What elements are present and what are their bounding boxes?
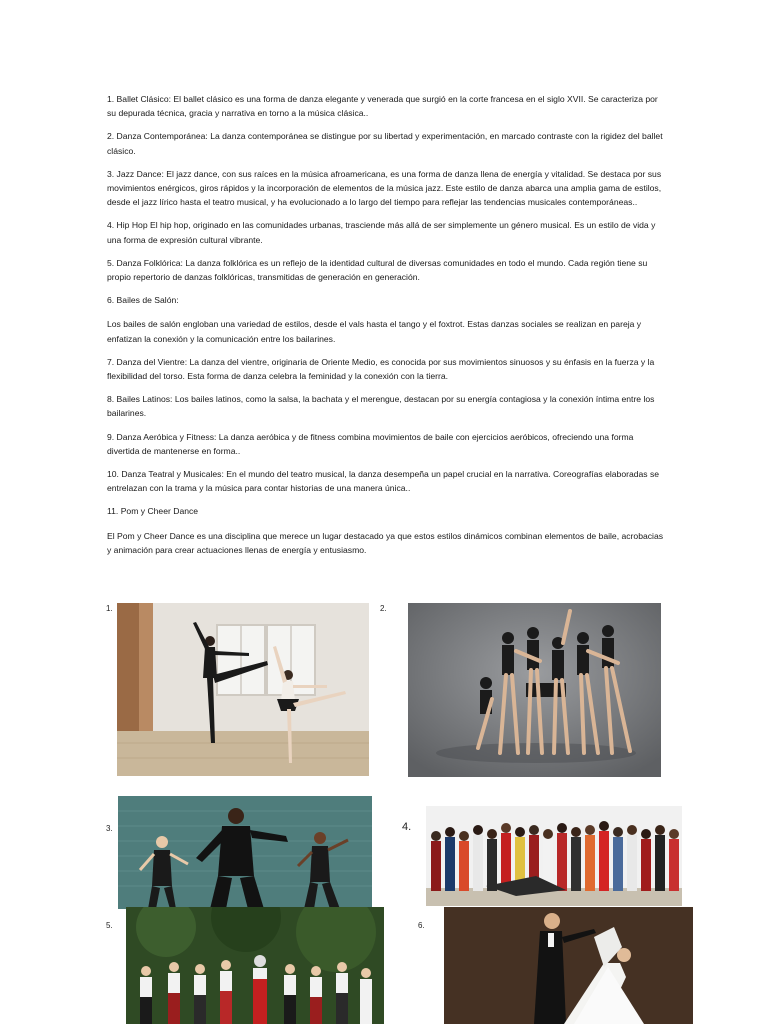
paragraph-danza-contemporanea: 2. Danza Contemporánea: La danza contemporánea se distingue por su libertad y experimentación, en marcado contraste con la rigidez del ballet clásico. xyxy=(107,131,663,156)
paragraph-ballet-clasico: 1. Ballet Clásico: El ballet clásico es una forma de danza elegante y venerada que surgió en la corte francesa en el siglo XVII. Se caracteriza por su depurada técnica, gracia y narrativa en torno a la música clásica.. xyxy=(107,94,658,119)
ballet-studio-photo xyxy=(117,603,369,776)
paragraph-bailes-salon-heading: 6. Bailes de Salón: xyxy=(107,295,179,306)
paragraph-danza-folklorica: 5. Danza Folklórica: La danza folklórica es un reflejo de la identidad cultural de diversas comunidades en todo el mundo. Cada región tiene su propio repertorio de danzas folklóricas, transmitidas de generación en generación. xyxy=(107,257,648,283)
paragraph-pom-cheer: El Pom y Cheer Dance es una disciplina que merece un lugar destacado ya que estos estilos dinámicos combinan elementos de baile, acrobacias y animación para crear actuaciones llenas de energía y entusiasmo. xyxy=(107,530,664,555)
jazz-dance-photo xyxy=(118,796,372,909)
image-label-4: 4. xyxy=(402,821,412,833)
paragraph-bailes-salon: Los bailes de salón engloban una variedad de estilos, desde el vals hasta el tango y el foxtrot. Estas danzas sociales se realizan en pareja y enfatizan la conexión y la comunicación entre los bailarines. xyxy=(107,319,642,344)
image-label-1: 1. xyxy=(106,604,113,613)
paragraph-hip-hop: 4. Hip Hop El hip hop, originado en las comunidades urbanas, trasciende más allá de ser simplemente un género musical. Es un estilo de vida y una forma de expresión cultural vibrante. xyxy=(107,220,656,245)
paragraph-bailes-latinos: 8. Bailes Latinos: Los bailes latinos, como la salsa, la bachata y el merengue, destacan por su energía contagiosa y la conexión íntima entre los bailarines. xyxy=(107,394,655,419)
hip-hop-crowd-photo xyxy=(426,806,682,906)
paragraph-pom-cheer-heading: 11. Pom y Cheer Dance xyxy=(107,506,199,517)
paragraph-danza-vientre: 7. Danza del Vientre: La danza del vientre, originaria de Oriente Medio, es conocida por sus movimientos sinuosos y su énfasis en la fuerza y la flexibilidad del torso. Esta forma de danza celebra la feminidad y la conexión con la tierra. xyxy=(107,356,655,382)
image-label-3: 3. xyxy=(106,824,113,833)
image-label-5: 5. xyxy=(106,921,113,930)
folk-dance-photo xyxy=(126,907,384,1024)
paragraph-danza-aerobica: 9. Danza Aeróbica y Fitness: La danza aeróbica y de fitness combina movimientos de baile con ejercicios aeróbicos, ofreciendo una forma divertida de mantenerse en forma.. xyxy=(107,431,634,456)
document-body xyxy=(107,92,667,566)
image-label-2: 2. xyxy=(380,604,387,613)
image-label-6: 6. xyxy=(418,921,425,930)
ballroom-dance-photo xyxy=(444,907,693,1024)
paragraph-jazz-dance: 3. Jazz Dance: El jazz dance, con sus raíces en la música afroamericana, es una forma de danza llena de energía y vitalidad. Se destaca por sus movimientos enérgicos, giros rápidos y la incorporación de elementos de la música jazz. Este estilo de danza abarca una amplia gama de estilos, desde el jazz lírico hasta el teatro musical, y ha evolucionado a lo largo del tiempo para reflejar las tendencias musicales contemporáneas.. xyxy=(107,168,662,208)
paragraph-danza-teatral: 10. Danza Teatral y Musicales: En el mundo del teatro musical, la danza desempeña un papel crucial en la narrativa. Coreografías elaboradas se entrelazan con la trama y la música para contar historias de una manera única.. xyxy=(107,469,660,494)
contemporary-dance-photo xyxy=(408,603,661,777)
